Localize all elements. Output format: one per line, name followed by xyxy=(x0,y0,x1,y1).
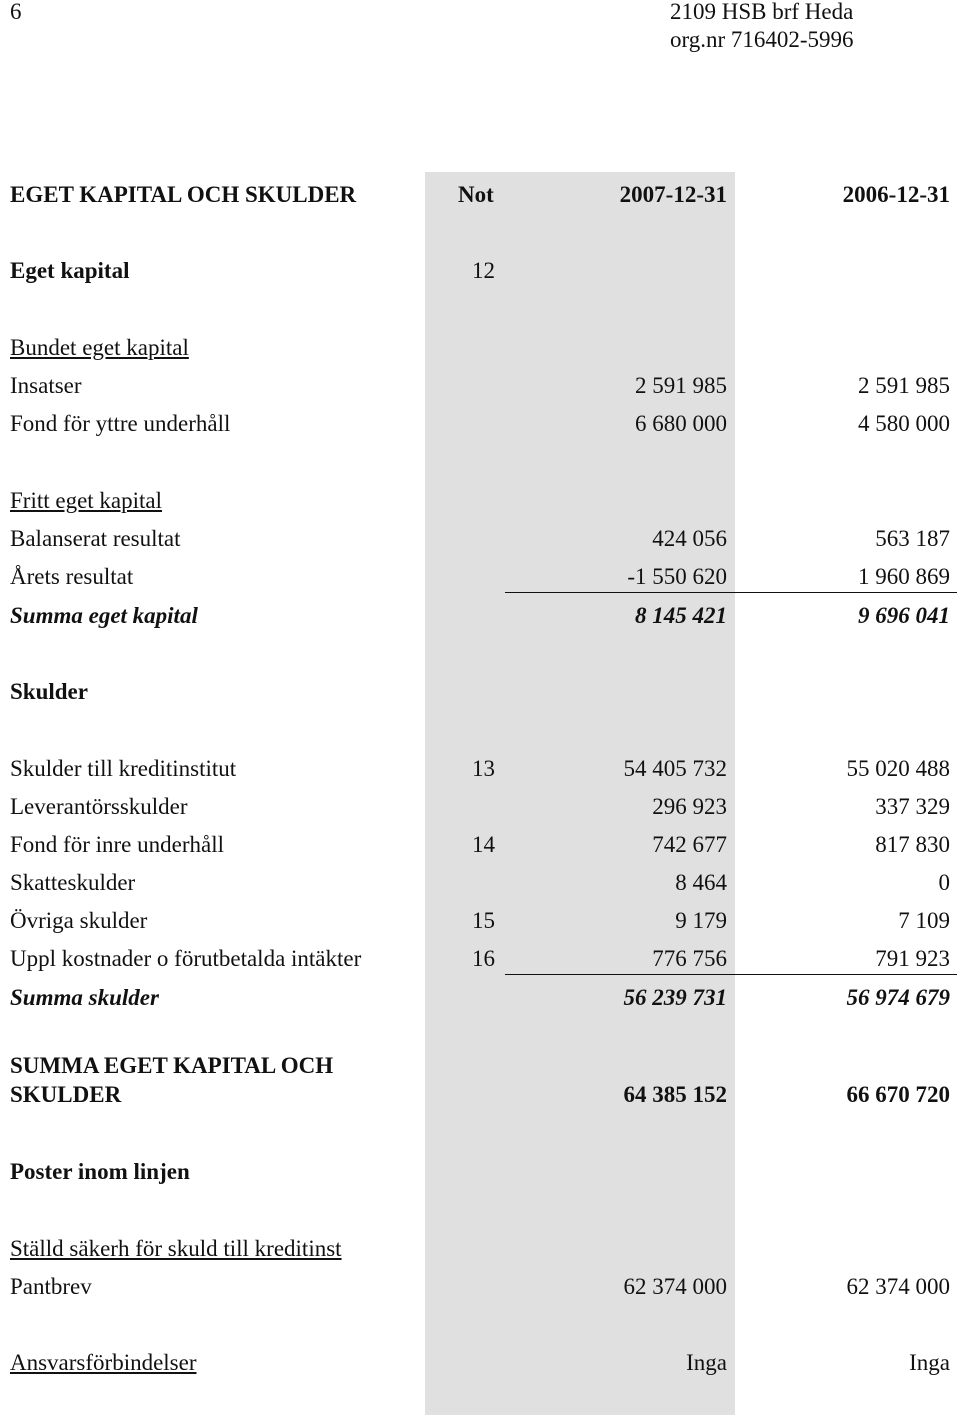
value-2007: 56 239 731 xyxy=(623,985,727,1010)
value-2006: 791 923 xyxy=(875,946,950,971)
row-label: Uppl kostnader o förutbetalda intäkter xyxy=(10,946,362,971)
value-2006: 4 580 000 xyxy=(858,411,950,436)
value-2006: 55 020 488 xyxy=(846,756,950,781)
value-2006: 2 591 985 xyxy=(858,373,950,398)
sum-rule xyxy=(505,592,957,593)
table-row xyxy=(0,984,960,1012)
table-row xyxy=(0,334,960,362)
value-2006: 817 830 xyxy=(875,832,950,857)
table-row xyxy=(0,487,960,515)
table-row xyxy=(0,1081,960,1109)
row-label: Fond för inre underhåll xyxy=(10,832,224,857)
value-2007: 8 464 xyxy=(675,870,727,895)
value-2007: Inga xyxy=(686,1350,727,1375)
note-ref: 15 xyxy=(472,908,495,933)
row-label: Summa skulder xyxy=(10,985,159,1010)
col2-header: 2006-12-31 xyxy=(842,182,950,207)
section-heading: Poster inom linjen xyxy=(10,1159,190,1184)
table-row xyxy=(0,1235,960,1263)
table-row xyxy=(0,410,960,438)
row-label: Fond för yttre underhåll xyxy=(10,411,231,436)
value-2006: 563 187 xyxy=(875,526,950,551)
table-row xyxy=(0,869,960,897)
note-ref: 14 xyxy=(472,832,495,857)
value-2006: 0 xyxy=(938,870,950,895)
value-2007: 64 385 152 xyxy=(623,1082,727,1107)
subsection-heading: Ansvarsförbindelser xyxy=(10,1350,197,1375)
value-2007: 296 923 xyxy=(652,794,727,819)
table-row xyxy=(0,525,960,553)
total-label-line2: SKULDER xyxy=(10,1082,122,1107)
page-number: 6 xyxy=(10,0,22,24)
value-2007: 776 756 xyxy=(652,946,727,971)
not-header: Not xyxy=(458,182,494,207)
table-row xyxy=(0,945,960,973)
value-2006: 337 329 xyxy=(875,794,950,819)
table-row xyxy=(0,372,960,400)
note-ref: 13 xyxy=(472,756,495,781)
table-row xyxy=(0,1158,960,1186)
row-label: Pantbrev xyxy=(10,1274,92,1299)
table-row xyxy=(0,1273,960,1301)
table-row xyxy=(0,678,960,706)
row-label: Insatser xyxy=(10,373,82,398)
value-2007: 8 145 421 xyxy=(635,603,727,628)
col1-header: 2007-12-31 xyxy=(619,182,727,207)
table-row xyxy=(0,602,960,630)
value-2006: 9 696 041 xyxy=(858,603,950,628)
value-2007: 742 677 xyxy=(652,832,727,857)
value-2006: 62 374 000 xyxy=(846,1274,950,1299)
row-label: Årets resultat xyxy=(10,564,134,589)
table-row xyxy=(0,1349,960,1377)
value-2007: 54 405 732 xyxy=(623,756,727,781)
subsection-heading: Fritt eget kapital xyxy=(10,488,163,513)
section-title: EGET KAPITAL OCH SKULDER xyxy=(10,182,357,207)
table-row xyxy=(0,257,960,285)
table-row xyxy=(0,907,960,935)
value-2006: Inga xyxy=(909,1350,950,1375)
row-label: Skatteskulder xyxy=(10,870,136,895)
row-label: Balanserat resultat xyxy=(10,526,181,551)
value-2007: 424 056 xyxy=(652,526,727,551)
value-2007: 9 179 xyxy=(675,908,727,933)
subsection-heading: Ställd säkerh för skuld till kreditinst xyxy=(10,1236,342,1261)
value-2007: 62 374 000 xyxy=(623,1274,727,1299)
note-ref: 16 xyxy=(472,946,495,971)
org-number: org.nr 716402-5996 xyxy=(670,27,854,52)
sum-rule xyxy=(505,974,957,975)
table-row xyxy=(0,755,960,783)
section-heading: Skulder xyxy=(10,679,88,704)
company-name: 2109 HSB brf Heda xyxy=(670,0,854,24)
value-2006: 7 109 xyxy=(898,908,950,933)
row-label: Summa eget kapital xyxy=(10,603,198,628)
value-2006: 1 960 869 xyxy=(858,564,950,589)
subsection-heading: Bundet eget kapital xyxy=(10,335,189,360)
table-row xyxy=(0,831,960,859)
value-2006: 66 670 720 xyxy=(846,1082,950,1107)
row-label: Leverantörsskulder xyxy=(10,794,188,819)
value-2007: 2 591 985 xyxy=(635,373,727,398)
note-ref: 12 xyxy=(472,258,495,283)
value-2007: 6 680 000 xyxy=(635,411,727,436)
total-label-line1: SUMMA EGET KAPITAL OCH xyxy=(10,1053,334,1078)
table-row xyxy=(0,563,960,591)
value-2006: 56 974 679 xyxy=(846,985,950,1010)
value-2007: -1 550 620 xyxy=(627,564,727,589)
row-label: Skulder till kreditinstitut xyxy=(10,756,237,781)
row-label: Övriga skulder xyxy=(10,908,148,933)
table-row xyxy=(0,793,960,821)
table-header-row xyxy=(0,181,960,209)
row-label: Eget kapital xyxy=(10,258,130,283)
